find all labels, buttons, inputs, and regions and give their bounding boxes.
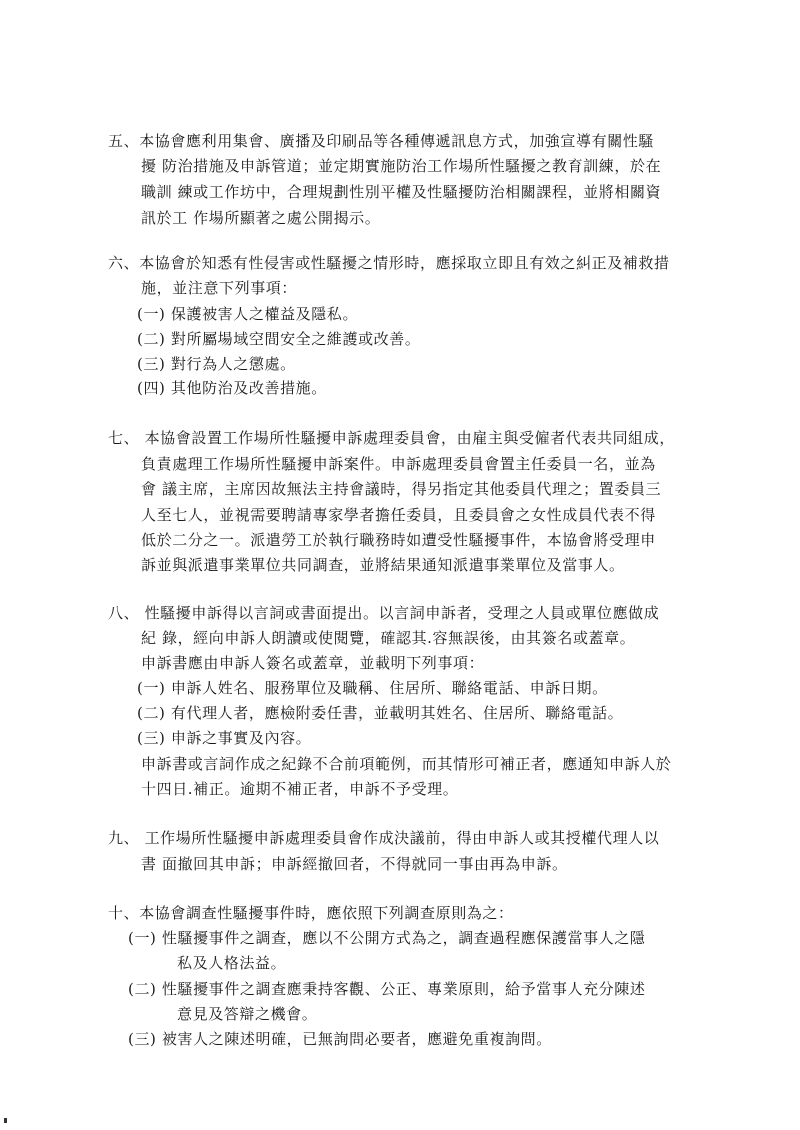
section-nine-line-2: 書 面撤回其申訴；申訴經撤回者，不得就同一事由再為申訴。 <box>141 855 568 873</box>
section-seven-line-3: 會 議主席，主席因故無法主持會議時，得另指定其他委員代理之；置委員三 <box>141 480 662 498</box>
section-eight-line-7: 申訴書或言詞作成之紀錄不合前項範例，而其情形可補正者，應通知申訴人於 <box>141 755 672 773</box>
section-six-item-3: (三) 對行為人之懲處。 <box>137 355 296 373</box>
section-ten-item-2: (二) 性騷擾事件之調查應秉持客觀、公正、專業原則，給予當事人充分陳述 <box>128 980 646 998</box>
section-six-item-2: (二) 對所屬場域空間安全之維護或改善。 <box>137 330 421 348</box>
section-five-line-3: 職訓 練或工作坊中，合理規劃性別平權及性騷擾防治相關課程，並將相關資 <box>141 183 662 201</box>
section-eight-line-8: 十四日.補正。逾期不補正者，申訴不予受理。 <box>141 780 459 798</box>
section-five-line-2: 擾 防治措施及申訴管道；並定期實施防治工作場所性騷擾之教育訓練，於在 <box>141 157 662 175</box>
section-five-line-4: 訊於工 作場所顯著之處公開揭示。 <box>141 209 381 227</box>
section-eight-line-1: 八、 性騷擾申訴得以言詞或書面提出。以言詞申訴者，受理之人員或單位應做成 <box>108 604 660 622</box>
section-seven-line-2: 負責處理工作場所性騷擾申訴案件。申訴處理委員會置主任委員一名，並為 <box>141 455 656 473</box>
section-seven-line-6: 訴並與派遣事業單位共同調查，並將結果通知派遣事業單位及當事人。 <box>141 556 625 574</box>
section-six-item-1: (一) 保護被害人之權益及隱私。 <box>137 305 359 323</box>
section-six-line-1: 六、本協會於知悉有性侵害或性騷擾之情形時，應採取立即且有效之糾正及補救措 <box>108 254 670 272</box>
section-six-item-4: (四) 其他防治及改善措施。 <box>137 379 327 397</box>
section-ten-item-3: (三) 被害人之陳述明確，已無詢問必要者，應避免重複詢問。 <box>128 1030 552 1048</box>
section-six-line-2: 施，並注意下列事項： <box>141 279 298 297</box>
section-seven-line-4: 人至七人，並視需要聘請專家學者擔任委員，且委員會之女性成員代表不得 <box>141 506 656 524</box>
section-eight-item-2: (二) 有代理人者，應檢附委任書，並載明其姓名、住居所、聯絡電話。 <box>137 704 624 722</box>
section-seven-line-5: 低於二分之一。派遣勞工於執行職務時如遭受性騷擾事件，本協會將受理申 <box>141 531 656 549</box>
section-nine-line-1: 九、 工作場所性騷擾申訴處理委員會作成決議前，得由申訴人或其授權代理人以 <box>108 829 660 847</box>
section-eight-item-3: (三) 申訴之事實及內容。 <box>137 729 312 747</box>
section-eight-line-3: 申訴書應由申訴人簽名或蓋章，並載明下列事項： <box>141 654 485 672</box>
section-ten-item-1: (一) 性騷擾事件之調查，應以不公開方式為之，調查過程應保護當事人之隱 <box>128 929 646 947</box>
scan-speck <box>4 1118 7 1123</box>
section-seven-line-1: 七、 本協會設置工作場所性騷擾申訴處理委員會，由雇主與受僱者代表共同組成， <box>108 429 675 447</box>
section-eight-item-1: (一) 申訴人姓名、服務單位及職稱、住居所、聯絡電話、申訴日期。 <box>137 679 608 697</box>
section-ten-line-1: 十、本協會調查性騷擾事件時，應依照下列調查原則為之： <box>108 904 514 922</box>
section-ten-item-2-cont: 意見及答辯之機會。 <box>177 1005 318 1023</box>
section-eight-line-2: 紀 錄，經向申訴人朗讀或使閱覽，確認其.容無誤後，由其簽名或蓋章。 <box>141 629 636 647</box>
section-five-line-1: 五、本協會應利用集會、廣播及印刷品等各種傳遞訊息方式，加強宣導有關性騷 <box>108 132 655 150</box>
section-ten-item-1-cont: 私及人格法益。 <box>177 954 287 972</box>
